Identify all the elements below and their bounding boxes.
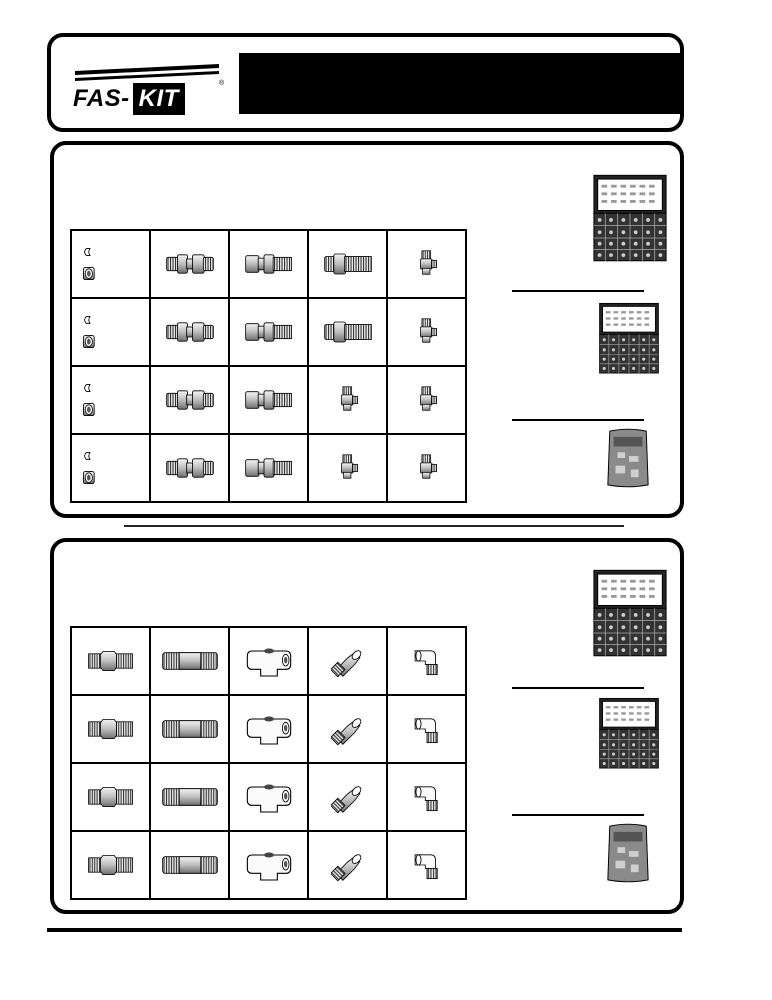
- grid-cell: [308, 230, 387, 298]
- street-elbow-45-icon: [331, 780, 365, 814]
- registered-mark: ®: [219, 80, 225, 87]
- hex-nipple-icon: [87, 852, 135, 878]
- grid-cell: [308, 434, 387, 502]
- grid-cell: [308, 366, 387, 434]
- section-divider: [124, 525, 624, 527]
- street-elbow-45-icon: [331, 848, 365, 882]
- tee-icon: [244, 710, 294, 748]
- union-icon: [165, 319, 215, 345]
- grid-cell: [71, 230, 150, 298]
- grid-cell: [229, 627, 308, 695]
- logo-text-kit: KIT: [133, 83, 185, 115]
- grid-cell: [229, 763, 308, 831]
- grid-row: [71, 366, 466, 434]
- tee-icon: [244, 778, 294, 816]
- street-elbow-90-icon: [410, 644, 444, 678]
- grid-row: [71, 627, 466, 695]
- grid-cell: [71, 434, 150, 502]
- grid-cell: [308, 831, 387, 899]
- refill-bag-icon: [604, 427, 652, 489]
- street-elbow-90-icon: [410, 712, 444, 746]
- medium-kit-box-icon: [598, 694, 660, 774]
- grid-cell: [71, 627, 150, 695]
- grid-cell: [308, 695, 387, 763]
- hex-nipple-icon: [87, 784, 135, 810]
- grid-cell: [229, 434, 308, 502]
- grid-cell: [71, 831, 150, 899]
- tee-icon: [244, 846, 294, 884]
- grid-cell: [71, 695, 150, 763]
- pipe-nipple-icon: [161, 784, 219, 810]
- logo-text-fas: FAS-: [73, 85, 130, 112]
- elbow-icon: [337, 453, 359, 483]
- footer-rule: [47, 928, 682, 932]
- pipe-fittings-panel: [50, 538, 684, 914]
- pipe-nipple-icon: [161, 852, 219, 878]
- grid-cell: [150, 627, 229, 695]
- elbow-icon: [416, 249, 438, 279]
- street-elbow-45-icon: [331, 712, 365, 746]
- grid-cell: [71, 366, 150, 434]
- refill-bag-icon: [604, 822, 652, 884]
- street-elbow-90-icon: [410, 848, 444, 882]
- grid-cell: [308, 298, 387, 366]
- pipe-nipple-icon: [161, 716, 219, 742]
- logo-speed-stripes-icon: [71, 62, 221, 82]
- grid-cell: [229, 366, 308, 434]
- medium-kit-box-icon: [598, 299, 660, 379]
- grid-cell: [71, 763, 150, 831]
- grid-cell: [229, 298, 308, 366]
- grid-cell: [229, 695, 308, 763]
- hex-nipple-icon: [87, 648, 135, 674]
- grid-row: [71, 695, 466, 763]
- tee-icon: [244, 642, 294, 680]
- male-connector-long-icon: [323, 251, 373, 277]
- elbow-icon: [416, 453, 438, 483]
- male-connector-icon: [244, 251, 294, 277]
- grid-row: [71, 831, 466, 899]
- elbow-icon: [337, 385, 359, 415]
- grid-row: [71, 298, 466, 366]
- grid-cell: [150, 366, 229, 434]
- header-banner: [47, 33, 684, 132]
- grid-cell: [308, 627, 387, 695]
- elbow-icon: [416, 385, 438, 415]
- male-connector-icon: [244, 387, 294, 413]
- grid-cell: [71, 298, 150, 366]
- sleeve-and-nut-icon: [78, 440, 102, 496]
- sleeve-and-nut-icon: [78, 236, 102, 292]
- hex-nipple-icon: [87, 716, 135, 742]
- grid-cell: [387, 627, 466, 695]
- street-elbow-45-icon: [331, 644, 365, 678]
- grid-cell: [387, 230, 466, 298]
- header-title-bar: [239, 53, 680, 114]
- fas-kit-logo: [69, 62, 227, 114]
- union-icon: [165, 455, 215, 481]
- large-kit-box-icon: [592, 568, 668, 660]
- grid-cell: [387, 695, 466, 763]
- union-icon: [165, 387, 215, 413]
- kit-divider: [512, 687, 644, 689]
- pipe-nipple-icon: [161, 648, 219, 674]
- kit-divider: [512, 290, 644, 292]
- elbow-icon: [416, 317, 438, 347]
- grid-cell: [150, 434, 229, 502]
- grid-cell: [387, 831, 466, 899]
- fittings-grid: [70, 229, 467, 503]
- male-connector-icon: [244, 455, 294, 481]
- grid-cell: [150, 298, 229, 366]
- grid-row: [71, 434, 466, 502]
- male-connector-long-icon: [323, 319, 373, 345]
- grid-cell: [387, 366, 466, 434]
- union-icon: [165, 251, 215, 277]
- male-connector-icon: [244, 319, 294, 345]
- kit-divider: [512, 419, 644, 421]
- street-elbow-90-icon: [410, 780, 444, 814]
- grid-row: [71, 230, 466, 298]
- sleeve-and-nut-icon: [78, 372, 102, 428]
- grid-cell: [308, 763, 387, 831]
- grid-cell: [150, 230, 229, 298]
- grid-cell: [150, 695, 229, 763]
- grid-cell: [150, 831, 229, 899]
- compression-fittings-panel: [50, 141, 684, 518]
- grid-cell: [229, 230, 308, 298]
- large-kit-box-icon: [592, 173, 668, 265]
- pipe-fittings-grid: [70, 626, 467, 900]
- grid-cell: [387, 434, 466, 502]
- kit-divider: [512, 814, 644, 816]
- sleeve-and-nut-icon: [78, 304, 102, 360]
- grid-row: [71, 763, 466, 831]
- grid-cell: [387, 763, 466, 831]
- grid-cell: [387, 298, 466, 366]
- grid-cell: [150, 763, 229, 831]
- grid-cell: [229, 831, 308, 899]
